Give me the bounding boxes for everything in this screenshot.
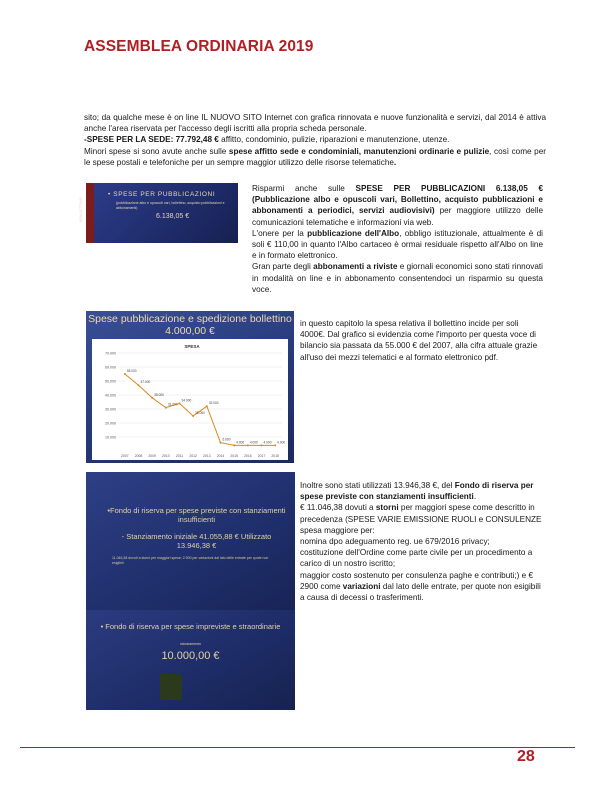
data-point — [165, 407, 167, 409]
page-number: 28 — [517, 748, 535, 765]
x-tick-label: 2015 — [230, 454, 238, 458]
slide-subtitle: (pubblicazione albo e opuscoli vari, bollettino, acquisto pubblicazioni e abbonamenti) — [116, 201, 225, 210]
box-icon — [160, 674, 182, 700]
page-title: ASSEMBLEA ORDINARIA 2019 — [84, 38, 314, 55]
slide-reserve-amounts: - Stanziamento iniziale 41.055,88 € Utilizzato 13.946,38 € — [121, 532, 272, 550]
slide-unforeseen-amount: 10.000,00 € — [161, 650, 220, 662]
data-label: 55.000 — [126, 369, 137, 373]
slide-title: • SPESE PER PUBBLICAZIONI — [108, 191, 216, 198]
data-label: 4.000 — [277, 440, 286, 445]
line-chart — [92, 339, 288, 460]
y-tick-label: 50.000 — [105, 379, 116, 384]
x-tick-label: 2012 — [189, 454, 197, 458]
x-tick-label: 2018 — [271, 454, 279, 458]
slide-publications — [77, 183, 238, 243]
chart-title: SPESA — [184, 344, 200, 349]
data-label: 25.000 — [195, 411, 205, 415]
y-tick-label: 10.000 — [105, 435, 116, 440]
data-point — [247, 444, 249, 446]
paragraph-reserve-fund: Inoltre sono stati utilizzati 13.946,38 €, del Fondo di riserva per spese previste con stanziamenti insufficienti. € 11.046,38 dovuti a storni per maggiori spese come descritto in precedenza (SPESE VARIE EMISSIONE RUOLI e CONSULENZE spesa maggiore per: nomina dpo adeguamento reg. ue 679/2016 privacy; costituzione dell'Ordine come parte civile per un procedimento a carico di un nostro iscritto; maggior costo sostenuto per consulenza paghe e contributi;) e € 2900 come variazioni dal lato delle entrate, per quote non esigibili a causa di decessi o trasferimenti. — [300, 481, 542, 603]
y-tick-label: 30.000 — [105, 407, 116, 412]
slide-red-strip: BOLLETTINO — [86, 183, 94, 243]
series-line — [125, 374, 275, 445]
data-point — [138, 384, 140, 386]
y-tick-label: 40.000 — [105, 393, 116, 398]
data-point — [124, 373, 126, 375]
x-tick-label: 2016 — [244, 454, 252, 458]
y-tick-label: 70.000 — [105, 351, 116, 356]
data-point — [261, 444, 263, 446]
slide-amount: 6.138,05 € — [156, 213, 190, 220]
slide-reserve-fund — [86, 472, 295, 610]
paragraph-bulletin: in questo capitolo la spesa relativa il bollettino incide per soli 4000€. Dal grafico si evidenzia come l'importo per questa voce di bilancio sia passata da 55.000 € del 2007, alla cifra attuale grazie all'uso dei mezzi telematici e al formato elettronico pdf. — [300, 319, 538, 362]
chart-slide-title: Spese pubblicazione e spedizione bollettino 4.000,00 € — [88, 313, 292, 337]
chart-plot — [92, 339, 288, 460]
data-label: 34.000 — [181, 398, 192, 403]
y-tick-label: 60.000 — [105, 365, 116, 370]
data-point — [206, 405, 208, 407]
data-point — [179, 402, 181, 404]
x-tick-label: 2011 — [175, 454, 184, 458]
slide-unforeseen-fund — [86, 610, 295, 710]
x-tick-label: 2010 — [162, 454, 170, 458]
data-point — [151, 397, 153, 399]
x-tick-label: 2013 — [203, 454, 211, 458]
x-tick-label: 2014 — [216, 454, 225, 458]
x-tick-label: 2017 — [257, 454, 266, 458]
data-label: 32.000 — [208, 401, 219, 406]
paragraph-publications: Risparmi anche sulle SPESE PER PUBBLICAZIONI 6.138,05 € (Pubblicazione albo e opuscoli vari, Bollettino, acquisto pubblicazioni e abbonamenti a periodici, servizi audiovisivi) per maggiore utilizzo delle comunicazioni telematiche e informazioni via web. L'onere per la pubblicazione dell'Albo, obbligo istituzionale, attualmente è di soli € 110,00 in quanto l'Albo cartaceo è ormai residuale rispetto all'Albo on line e in formato elettronico. Gran parte degli abbonamenti a riviste e giornali economici sono stati rinnovati in modalità on line e in abbonamento consentendoci un risparmio su questa voce. — [252, 184, 544, 294]
slide-unforeseen-title: • Fondo di riserva per spese impreviste e straordinarie — [100, 622, 281, 631]
slide-unforeseen-label: stanziamento — [180, 642, 201, 646]
x-tick-label: 2007 — [121, 454, 129, 458]
x-tick-label: 2008 — [134, 454, 143, 458]
data-label: 6.000 — [222, 437, 231, 442]
slide-reserve-note: 11.046,38 dovuti a storni per maggiori spese; 2.900 per variazioni dal lato delle entrate per quote non esigibili — [112, 556, 269, 565]
paragraph-intro: sito; da qualche mese è on line IL NUOVO SITO Internet con grafica rinnovata e nuove funzionalità e servizi, dal 2014 è attiva anche l'area riservata per l'accesso degli iscritti alla propria scheda personale. -SPESE PER LA SEDE: 77.792,48 € affitto, condominio, pulizie, riparazioni e manutenzione, utenze. Minori spese si sono avute anche sulle spese affitto sede e condominiali, manutenzioni ordinarie e pulizie, così come per le spese postali e telefoniche per un sempre maggior utilizzo delle risorse telematiche. — [84, 113, 546, 167]
data-point — [192, 415, 194, 417]
data-label: 4.000 — [249, 440, 258, 445]
data-label: 38.000 — [154, 392, 164, 397]
chart-slide — [86, 311, 294, 463]
data-point — [274, 444, 276, 446]
slide-reserve-title: •Fondo di riserva per spese previste con stanziamenti insufficienti — [107, 506, 286, 524]
data-label: 4.000 — [263, 440, 272, 445]
y-tick-label: 20.000 — [105, 421, 116, 426]
data-label: 47.000 — [140, 380, 151, 385]
data-point — [233, 444, 235, 446]
footer-rule — [20, 747, 575, 748]
data-label: 4.000 — [236, 440, 245, 445]
data-label: 31.000 — [167, 402, 178, 407]
x-tick-label: 2009 — [148, 454, 156, 458]
data-point — [220, 442, 222, 444]
